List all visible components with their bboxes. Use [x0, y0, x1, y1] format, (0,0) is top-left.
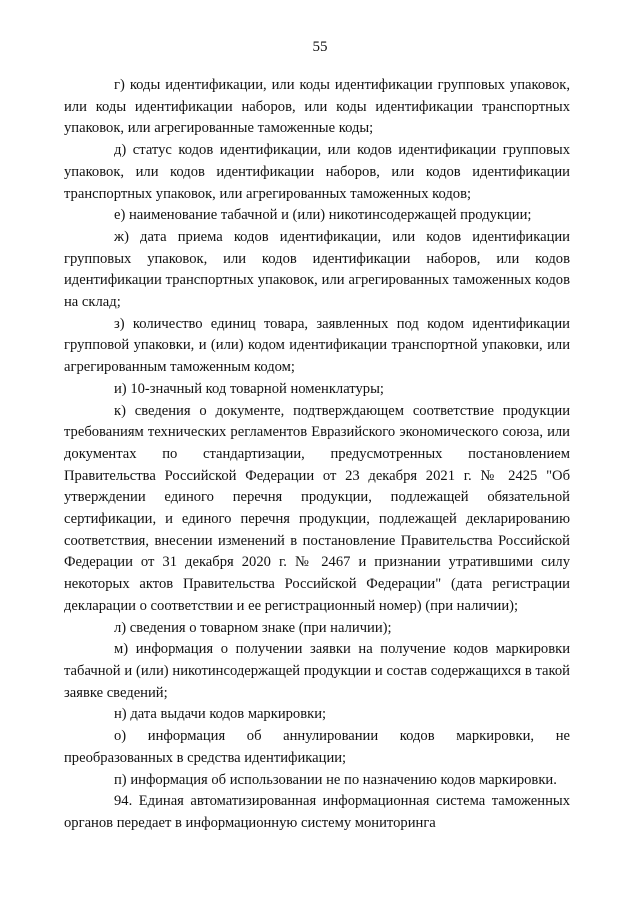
paragraph-item-n: н) дата выдачи кодов маркировки; [114, 706, 327, 723]
paragraph-item-i: и) 10-значный код товарной номенклатуры; [114, 380, 384, 397]
paragraph-item-o: о) информация об аннулировании кодов маркировки, не преобразованных в средства идентификации; [64, 728, 570, 766]
paragraph-item-l: л) сведения о товарном знаке (при наличии); [114, 619, 392, 636]
paragraph-item-zh: ж) дата приема кодов идентификации, или кодов идентификации групповых упаковок, или кодов идентификации наборов, или кодов идентификации транспортных упаковок, или агрегированных таможенных кодов на склад; [64, 228, 570, 311]
paragraph-section-94: 94. Единая автоматизированная информационная система таможенных органов передает в информационную систему мониторинга [64, 793, 570, 831]
paragraph-item-g: г) коды идентификации, или коды идентификации групповых упаковок, или коды идентификации наборов, или коды идентификации транспортных упаковок, или агрегированные таможенные коды; [64, 77, 570, 137]
paragraph-item-k: к) сведения о документе, подтверждающем соответствие продукции требованиям технических регламентов Евразийского экономического союза, или документах по стандартизации, предусмотренных постановлением Правительства Российской Федерации от 23 декабря 2021 г. № 2425 "Об утверждении единого перечня продукции, подлежащей обязательной сертификации, и единого перечня продукции, подлежащей декларированию соответствия, внесении изменений в постановление Правительства Российской Федерации от 31 декабря 2020 г. № 2467 и признании утратившими силу некоторых актов Правительства Российской Федерации" (дата регистрации декларации о соответствии и ее регистрационный номер) (при наличии); [64, 402, 570, 614]
paragraph-item-e: е) наименование табачной и (или) никотинсодержащей продукции; [114, 207, 532, 224]
paragraph-item-m: м) информация о получении заявки на получение кодов маркировки табачной и (или) никотинсодержащей продукции и состав содержащихся в такой заявке сведений; [64, 641, 570, 701]
paragraph-item-z: з) количество единиц товара, заявленных под кодом идентификации групповой упаковки, и (или) кодом идентификации транспортной упаковки, или агрегированным таможенным кодом; [64, 315, 570, 376]
page-number: 55 [312, 39, 328, 55]
document-body [64, 75, 570, 835]
paragraph-item-p: п) информация об использовании не по назначению кодов маркировки. [114, 771, 557, 788]
paragraph-item-d: д) статус кодов идентификации, или кодов идентификации групповых упаковок, или кодов идентификации наборов, или кодов идентификации транспортных упаковок, или агрегированных таможенных кодов; [64, 142, 570, 202]
